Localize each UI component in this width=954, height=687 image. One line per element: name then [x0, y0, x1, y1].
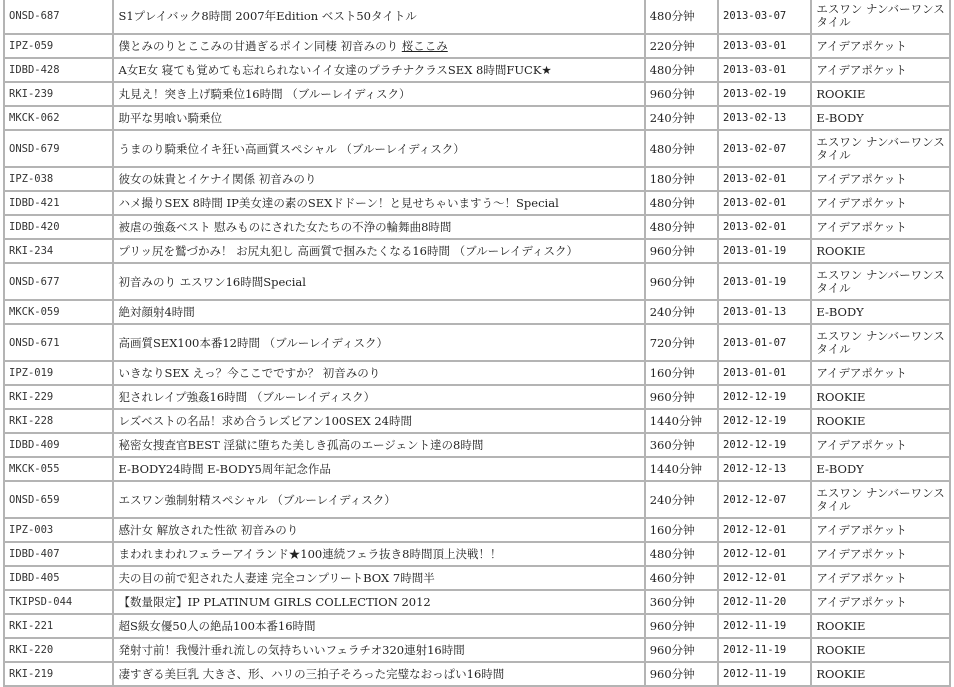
table-row[interactable]	[5, 362, 949, 384]
title-cell[interactable]	[114, 567, 643, 589]
title-text: いきなりSEX えっ？今ここでですか？ 初音みのり	[118, 366, 381, 380]
duration-cell	[646, 482, 717, 517]
maker-text: E-BODY	[816, 461, 864, 476]
release-date-text: 2012-12-07	[723, 493, 787, 506]
duration-cell	[646, 386, 717, 408]
release-date-text: 2012-11-19	[723, 644, 787, 656]
title-cell[interactable]	[114, 192, 643, 214]
duration-cell	[646, 0, 717, 33]
title-text: 発射寸前！我慢汁垂れ流しの気持ちいいフェラチオ320連射16時間	[118, 643, 465, 657]
product-code-cell	[5, 362, 112, 384]
title-cell[interactable]	[114, 482, 643, 517]
duration-text: 720分钟	[649, 335, 695, 350]
table-row[interactable]	[5, 107, 949, 129]
release-date-text: 2013-01-01	[723, 367, 787, 379]
title-cell[interactable]	[114, 240, 643, 262]
duration-cell	[646, 458, 717, 480]
filmography-table-body	[5, 0, 949, 685]
title-cell[interactable]	[114, 216, 643, 238]
release-date-text: 2012-12-01	[723, 548, 787, 560]
table-row[interactable]	[5, 615, 949, 637]
product-code-text: IDBD-421	[9, 197, 60, 209]
table-row[interactable]	[5, 325, 949, 360]
title-cell[interactable]	[114, 301, 643, 323]
product-code-cell	[5, 35, 112, 57]
title-cell[interactable]	[114, 434, 643, 456]
table-row[interactable]	[5, 458, 949, 480]
product-code-cell	[5, 192, 112, 214]
duration-cell	[646, 83, 717, 105]
table-row[interactable]	[5, 663, 949, 685]
release-date-cell	[719, 301, 810, 323]
release-date-cell	[719, 131, 810, 166]
product-code-text: IDBD-405	[9, 572, 60, 584]
release-date-cell	[719, 59, 810, 81]
title-text: エスワン強制射精スペシャル （ブルーレイディスク）	[118, 492, 396, 507]
title-cell[interactable]	[114, 410, 643, 432]
title-text: 犯されレイプ強姦16時間 （ブルーレイディスク）	[118, 390, 376, 404]
duration-text: 220分钟	[649, 39, 695, 53]
release-date-text: 2013-03-07	[723, 9, 787, 22]
maker-cell[interactable]	[812, 264, 949, 299]
duration-text: 1440分钟	[649, 414, 702, 428]
table-row[interactable]	[5, 543, 949, 565]
title-cell[interactable]	[114, 386, 643, 408]
title-cell[interactable]	[114, 639, 643, 661]
product-code-text: ONSD-679	[9, 142, 60, 155]
maker-cell[interactable]	[812, 386, 949, 408]
table-row[interactable]	[5, 567, 949, 589]
maker-text: ROOKIE	[816, 642, 866, 657]
release-date-cell	[719, 386, 810, 408]
product-code-text: IPZ-038	[9, 173, 54, 185]
title-cell[interactable]	[114, 35, 643, 57]
title-text: ハメ撮りSEX 8時間 IP美女達の素のSEXドドーン！と見せちゃいますう～！Special	[118, 196, 559, 210]
release-date-cell	[719, 362, 810, 384]
product-code-text: RKI-219	[9, 668, 54, 680]
release-date-cell	[719, 192, 810, 214]
duration-text: 960分钟	[649, 87, 695, 101]
duration-text: 240分钟	[649, 305, 695, 319]
maker-cell[interactable]	[812, 591, 949, 613]
duration-text: 1440分钟	[649, 462, 702, 476]
maker-text: ROOKIE	[816, 413, 866, 428]
table-row[interactable]	[5, 168, 949, 190]
release-date-text: 2012-12-19	[723, 391, 787, 403]
maker-text: ROOKIE	[816, 666, 866, 681]
maker-cell[interactable]	[812, 216, 949, 238]
duration-text: 960分钟	[649, 244, 695, 258]
maker-text: エスワン ナンバーワンスタイル	[816, 267, 945, 295]
duration-text: 480分钟	[649, 8, 695, 23]
release-date-text: 2013-01-13	[723, 306, 787, 318]
table-row[interactable]	[5, 131, 949, 166]
title-text: 僕とみのりとここみの甘過ぎるポイン同棲 初音みのり	[118, 39, 402, 53]
duration-text: 480分钟	[649, 220, 695, 234]
product-code-text: ONSD-671	[9, 336, 60, 349]
release-date-cell	[719, 216, 810, 238]
duration-cell	[646, 615, 717, 637]
release-date-text: 2013-03-01	[723, 40, 787, 52]
release-date-cell	[719, 410, 810, 432]
title-cell[interactable]	[114, 83, 643, 105]
title-text: 初音みのり エスワン16時間Special	[118, 274, 306, 289]
product-code-text: RKI-229	[9, 391, 54, 403]
release-date-cell	[719, 519, 810, 541]
title-cell[interactable]	[114, 0, 643, 33]
product-code-text: ONSD-687	[9, 9, 60, 22]
product-code-cell	[5, 519, 112, 541]
table-row[interactable]	[5, 0, 949, 33]
product-code-text: IPZ-003	[9, 524, 54, 536]
release-date-text: 2012-12-13	[723, 463, 787, 475]
release-date-cell	[719, 591, 810, 613]
maker-cell[interactable]	[812, 325, 949, 360]
product-code-cell	[5, 264, 112, 299]
title-cell[interactable]	[114, 615, 643, 637]
product-code-text: MKCK-055	[9, 463, 60, 475]
release-date-text: 2012-12-01	[723, 572, 787, 584]
duration-cell	[646, 240, 717, 262]
maker-cell[interactable]	[812, 192, 949, 214]
maker-cell[interactable]	[812, 168, 949, 190]
duration-cell	[646, 192, 717, 214]
release-date-text: 2012-11-19	[723, 668, 787, 680]
table-row[interactable]	[5, 240, 949, 262]
duration-text: 460分钟	[649, 571, 695, 585]
duration-text: 480分钟	[649, 196, 695, 210]
maker-text: E-BODY	[816, 304, 864, 319]
release-date-cell	[719, 35, 810, 57]
maker-cell[interactable]	[812, 482, 949, 517]
release-date-text: 2012-11-20	[723, 596, 787, 608]
maker-cell[interactable]	[812, 615, 949, 637]
duration-cell	[646, 264, 717, 299]
title-cell[interactable]	[114, 107, 643, 129]
maker-text: アイデアポケット	[816, 546, 907, 561]
title-text: 丸見え！突き上げ騎乗位16時間 （ブルーレイディスク）	[118, 87, 411, 101]
maker-cell[interactable]	[812, 434, 949, 456]
release-date-cell	[719, 567, 810, 589]
maker-text: アイデアポケット	[816, 195, 907, 210]
title-text: 凄すぎる美巨乳 大きさ、形、ハリの三拍子そろった完璧なおっぱい16時間	[118, 667, 505, 681]
title-text: 超S級女優50人の絶品100本番16時間	[118, 619, 316, 633]
duration-cell	[646, 362, 717, 384]
duration-cell	[646, 410, 717, 432]
table-row[interactable]	[5, 264, 949, 299]
release-date-text: 2013-02-01	[723, 173, 787, 185]
duration-text: 480分钟	[649, 141, 695, 156]
product-code-cell	[5, 615, 112, 637]
product-code-text: IDBD-407	[9, 548, 60, 560]
release-date-text: 2012-12-01	[723, 524, 787, 536]
product-code-cell	[5, 410, 112, 432]
maker-cell[interactable]	[812, 410, 949, 432]
title-cell[interactable]	[114, 663, 643, 685]
product-code-cell	[5, 591, 112, 613]
title-cell[interactable]	[114, 362, 643, 384]
title-text: 彼女の妹貴とイケナイ関係 初音みのり	[118, 172, 317, 186]
release-date-cell	[719, 663, 810, 685]
release-date-cell	[719, 325, 810, 360]
title-cell[interactable]	[114, 543, 643, 565]
product-code-cell	[5, 216, 112, 238]
maker-cell[interactable]	[812, 83, 949, 105]
maker-text: エスワン ナンバーワンスタイル	[816, 485, 945, 513]
duration-text: 240分钟	[649, 492, 695, 507]
duration-cell	[646, 107, 717, 129]
maker-text: アイデアポケット	[816, 38, 907, 53]
maker-text: ROOKIE	[816, 243, 866, 258]
title-cell[interactable]	[114, 591, 643, 613]
duration-text: 160分钟	[649, 523, 695, 537]
release-date-cell	[719, 107, 810, 129]
maker-text: アイデアポケット	[816, 171, 907, 186]
title-cell[interactable]	[114, 458, 643, 480]
product-code-text: MKCK-062	[9, 112, 60, 124]
maker-text: アイデアポケット	[816, 219, 907, 234]
product-code-text: RKI-234	[9, 245, 54, 257]
duration-text: 180分钟	[649, 172, 695, 186]
product-code-cell	[5, 59, 112, 81]
maker-text: ROOKIE	[816, 389, 866, 404]
maker-cell[interactable]	[812, 0, 949, 33]
duration-cell	[646, 131, 717, 166]
title-text: 秘密女捜査官BEST 淫獄に堕ちた美しき孤高のエージェント達の8時間	[118, 438, 484, 452]
duration-text: 480分钟	[649, 63, 695, 77]
release-date-cell	[719, 615, 810, 637]
product-code-cell	[5, 301, 112, 323]
release-date-cell	[719, 434, 810, 456]
table-row[interactable]	[5, 639, 949, 661]
title-text: E-BODY24時間 E-BODY5周年記念作品	[118, 462, 331, 476]
title-text: プリッ尻を鷲づかみ！ お尻丸犯し 高画質で掴みたくなる16時間 （ブルーレイディスク）	[118, 244, 578, 258]
product-code-text: IDBD-420	[9, 221, 60, 233]
title-cell[interactable]	[114, 325, 643, 360]
maker-text: アイデアポケット	[816, 62, 907, 77]
table-row[interactable]	[5, 216, 949, 238]
product-code-cell	[5, 83, 112, 105]
table-row[interactable]	[5, 386, 949, 408]
table-row[interactable]	[5, 591, 949, 613]
release-date-text: 2013-02-13	[723, 112, 787, 124]
maker-cell[interactable]	[812, 543, 949, 565]
title-cell[interactable]	[114, 131, 643, 166]
maker-cell[interactable]	[812, 362, 949, 384]
release-date-cell	[719, 83, 810, 105]
actress-link[interactable]: 桜ここみ	[401, 39, 448, 53]
product-code-text: TKIPSD-044	[9, 596, 73, 608]
maker-text: エスワン ナンバーワンスタイル	[816, 134, 945, 162]
release-date-text: 2013-01-19	[723, 275, 787, 288]
duration-text: 960分钟	[649, 667, 695, 681]
product-code-cell	[5, 639, 112, 661]
title-cell[interactable]	[114, 264, 643, 299]
product-code-cell	[5, 543, 112, 565]
product-code-cell	[5, 325, 112, 360]
product-code-text: IDBD-409	[9, 439, 60, 451]
product-code-text: RKI-228	[9, 415, 54, 427]
product-code-cell	[5, 0, 112, 33]
maker-cell[interactable]	[812, 35, 949, 57]
duration-text: 960分钟	[649, 643, 695, 657]
product-code-cell	[5, 458, 112, 480]
release-date-text: 2012-12-19	[723, 415, 787, 427]
duration-cell	[646, 567, 717, 589]
maker-cell[interactable]	[812, 567, 949, 589]
product-code-text: RKI-220	[9, 644, 54, 656]
duration-cell	[646, 168, 717, 190]
title-text: 絶対顔射4時間	[118, 305, 195, 319]
maker-cell[interactable]	[812, 519, 949, 541]
duration-cell	[646, 591, 717, 613]
maker-cell[interactable]	[812, 107, 949, 129]
release-date-cell	[719, 458, 810, 480]
maker-cell[interactable]	[812, 639, 949, 661]
product-code-text: IDBD-428	[9, 64, 60, 76]
duration-text: 360分钟	[649, 438, 695, 452]
duration-text: 960分钟	[649, 619, 695, 633]
title-text: レズベストの名品！求め合うレズビアン100SEX 24時間	[118, 414, 412, 428]
maker-cell[interactable]	[812, 458, 949, 480]
maker-text: ROOKIE	[816, 86, 866, 101]
title-text: 被虐の強姦ベスト 慰みものにされた女たちの不浄の輪舞曲8時間	[118, 220, 452, 234]
maker-text: アイデアポケット	[816, 594, 907, 609]
release-date-text: 2013-03-01	[723, 64, 787, 76]
duration-cell	[646, 301, 717, 323]
duration-cell	[646, 59, 717, 81]
product-code-cell	[5, 107, 112, 129]
duration-cell	[646, 519, 717, 541]
title-text: 高画質SEX100本番12時間 （ブルーレイディスク）	[118, 335, 388, 350]
table-row[interactable]	[5, 519, 949, 541]
duration-cell	[646, 216, 717, 238]
release-date-cell	[719, 639, 810, 661]
title-text: S1プレイバック8時間 2007年Edition ベスト50タイトル	[118, 8, 417, 23]
title-text: 助平な男喰い騎乗位	[118, 111, 222, 125]
maker-text: アイデアポケット	[816, 437, 907, 452]
product-code-text: IPZ-059	[9, 40, 54, 52]
product-code-cell	[5, 663, 112, 685]
duration-cell	[646, 325, 717, 360]
maker-cell[interactable]	[812, 59, 949, 81]
product-code-text: RKI-239	[9, 88, 54, 100]
duration-text: 480分钟	[649, 547, 695, 561]
maker-cell[interactable]	[812, 131, 949, 166]
table-row[interactable]	[5, 301, 949, 323]
product-code-cell	[5, 168, 112, 190]
release-date-text: 2013-02-01	[723, 221, 787, 233]
release-date-text: 2012-12-19	[723, 439, 787, 451]
maker-cell[interactable]	[812, 663, 949, 685]
release-date-text: 2013-02-01	[723, 197, 787, 209]
title-text: 感汁女 解放された性欲 初音みのり	[118, 523, 299, 537]
product-code-cell	[5, 386, 112, 408]
title-cell[interactable]	[114, 168, 643, 190]
release-date-text: 2013-01-19	[723, 245, 787, 257]
filmography-table-wrapper	[3, 0, 951, 687]
release-date-text: 2013-01-07	[723, 336, 787, 349]
release-date-text: 2013-02-07	[723, 142, 787, 155]
release-date-cell	[719, 482, 810, 517]
duration-cell	[646, 639, 717, 661]
duration-text: 960分钟	[649, 390, 695, 404]
table-row[interactable]	[5, 410, 949, 432]
product-code-text: MKCK-059	[9, 306, 60, 318]
product-code-cell	[5, 482, 112, 517]
filmography-table	[3, 0, 951, 687]
release-date-cell	[719, 168, 810, 190]
maker-text: エスワン ナンバーワンスタイル	[816, 328, 945, 356]
duration-cell	[646, 543, 717, 565]
table-row[interactable]	[5, 434, 949, 456]
product-code-cell	[5, 240, 112, 262]
title-text: 夫の目の前で犯された人妻達 完全コンプリートBOX 7時間半	[118, 571, 435, 585]
product-code-text: ONSD-677	[9, 275, 60, 288]
product-code-cell	[5, 434, 112, 456]
title-text: A女E女 寝ても覚めても忘れられないイイ女達のプラチナクラスSEX 8時間FUCK★	[118, 63, 552, 77]
table-row[interactable]	[5, 35, 949, 57]
duration-cell	[646, 434, 717, 456]
table-row[interactable]	[5, 83, 949, 105]
title-text: 【数量限定】IP PLATINUM GIRLS COLLECTION 2012	[118, 595, 431, 609]
maker-text: ROOKIE	[816, 618, 866, 633]
duration-text: 160分钟	[649, 366, 695, 380]
maker-text: アイデアポケット	[816, 522, 907, 537]
release-date-text: 2012-11-19	[723, 620, 787, 632]
release-date-cell	[719, 543, 810, 565]
release-date-cell	[719, 264, 810, 299]
release-date-cell	[719, 0, 810, 33]
release-date-cell	[719, 240, 810, 262]
duration-text: 960分钟	[649, 274, 695, 289]
release-date-text: 2013-02-19	[723, 88, 787, 100]
title-text: うまのり騎乗位イキ狂い高画質スペシャル （ブルーレイディスク）	[118, 141, 465, 156]
title-cell[interactable]	[114, 59, 643, 81]
duration-cell	[646, 35, 717, 57]
product-code-cell	[5, 567, 112, 589]
product-code-cell	[5, 131, 112, 166]
maker-cell[interactable]	[812, 240, 949, 262]
maker-text: アイデアポケット	[816, 365, 907, 380]
product-code-text: IPZ-019	[9, 367, 54, 379]
duration-cell	[646, 663, 717, 685]
maker-text: エスワン ナンバーワンスタイル	[816, 1, 945, 29]
title-text: まわれまわれフェラーアイランド★100連続フェラ抜き8時間頂上決戦！！	[118, 547, 502, 561]
duration-text: 240分钟	[649, 111, 695, 125]
product-code-text: ONSD-659	[9, 493, 60, 506]
table-row[interactable]	[5, 59, 949, 81]
duration-text: 360分钟	[649, 595, 695, 609]
maker-text: アイデアポケット	[816, 570, 907, 585]
title-cell[interactable]	[114, 519, 643, 541]
maker-cell[interactable]	[812, 301, 949, 323]
product-code-text: RKI-221	[9, 620, 54, 632]
maker-text: E-BODY	[816, 110, 864, 125]
table-row[interactable]	[5, 482, 949, 517]
table-row[interactable]	[5, 192, 949, 214]
